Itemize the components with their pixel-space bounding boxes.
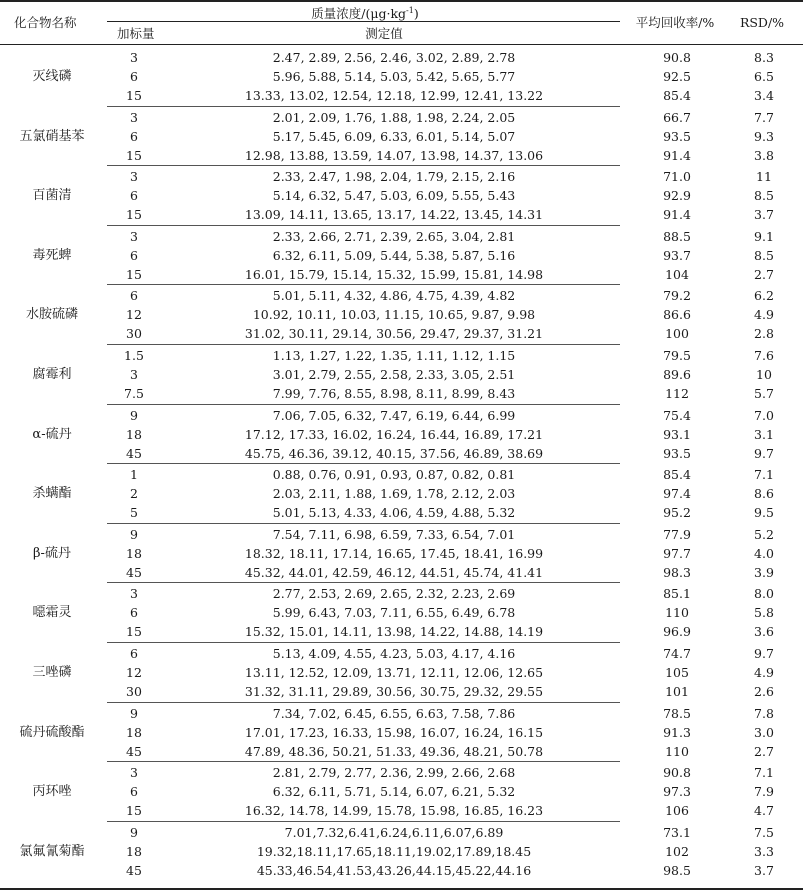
spike-level: 45 [126, 862, 142, 878]
measured-values: 19.32,18.11,17.65,18.11,19.02,17.89,18.45 [256, 843, 532, 859]
avg-recovery: 106 [665, 803, 689, 819]
measured-values: 45.75, 46.36, 39.12, 40.15, 37.56, 46.89, 38.69 [244, 445, 544, 461]
avg-recovery: 98.3 [663, 564, 691, 580]
avg-recovery: 110 [665, 743, 689, 759]
measured-values: 7.54, 7.11, 6.98, 6.59, 7.33, 6.54, 7.01 [272, 526, 516, 542]
measured-values: 5.14, 6.32, 5.47, 5.03, 6.09, 5.55, 5.43 [272, 188, 516, 204]
compound-name: 灭线磷 [32, 69, 72, 84]
avg-recovery: 110 [665, 605, 689, 621]
rsd-value: 3.0 [754, 724, 774, 740]
measured-values: 5.96, 5.88, 5.14, 5.03, 5.42, 5.65, 5.77 [272, 69, 516, 84]
spike-level: 3 [130, 765, 138, 781]
rsd-value: 11 [756, 169, 772, 185]
measured-values: 1.13, 1.27, 1.22, 1.35, 1.11, 1.12, 1.15 [272, 348, 516, 363]
measured-values: 16.32, 14.78, 14.99, 15.78, 15.98, 16.85, 16.23 [244, 803, 544, 819]
rsd-value: 7.8 [754, 705, 774, 721]
spike-level: 9 [130, 705, 138, 721]
avg-recovery: 91.4 [663, 147, 691, 163]
measured-values: 6.32, 6.11, 5.71, 5.14, 6.07, 6.21, 5.32 [272, 784, 516, 800]
rsd-value: 2.7 [754, 743, 774, 759]
spike-level: 6 [130, 69, 138, 84]
measured-values: 2.81, 2.79, 2.77, 2.36, 2.99, 2.66, 2.68 [272, 765, 516, 781]
header-concentration-group: 质量浓度$/(\mu g\cdot kg^{-1})$ [311, 6, 419, 22]
measured-values: 18.32, 18.11, 17.14, 16.65, 17.45, 18.41, 16.99 [244, 545, 544, 561]
group-separator [107, 642, 620, 643]
spike-level: 3 [130, 367, 138, 382]
spike-level: 18 [126, 724, 142, 740]
rsd-value: 6.5 [754, 69, 774, 84]
rsd-value: 2.8 [754, 326, 774, 342]
measured-values: 16.01, 15.79, 15.14, 15.32, 15.99, 15.81, 14.98 [244, 266, 544, 282]
group-separator [107, 344, 620, 345]
avg-recovery: 96.9 [663, 624, 691, 640]
measured-values: 5.99, 6.43, 7.03, 7.11, 6.55, 6.49, 6.78 [272, 605, 516, 621]
measured-values: 3.01, 2.79, 2.55, 2.58, 2.33, 3.05, 2.51 [272, 367, 516, 382]
avg-recovery: 104 [665, 266, 689, 282]
rsd-value: 3.8 [754, 147, 774, 163]
measured-values: 7.99, 7.76, 8.55, 8.98, 8.11, 8.99, 8.43 [272, 386, 516, 401]
spike-level: 12 [126, 307, 142, 323]
avg-recovery: 79.5 [663, 348, 691, 363]
group-separator [107, 821, 620, 822]
rsd-value: 7.5 [754, 824, 774, 840]
avg-recovery: 85.4 [663, 88, 691, 103]
group-separator [107, 106, 620, 107]
avg-recovery: 97.4 [663, 486, 691, 502]
measured-values: 2.47, 2.89, 2.56, 2.46, 3.02, 2.89, 2.78 [272, 50, 516, 65]
measured-values: 7.06, 7.05, 6.32, 7.47, 6.19, 6.44, 6.99 [272, 407, 516, 423]
avg-recovery: 85.1 [663, 586, 691, 602]
rsd-value: 3.7 [754, 207, 774, 223]
spike-level: 9 [130, 526, 138, 542]
spike-level: 15 [126, 207, 142, 223]
header-spike-level: 加标量 [117, 26, 155, 41]
spike-level: 6 [130, 784, 138, 800]
measured-values: 2.03, 2.11, 1.88, 1.69, 1.78, 2.12, 2.03 [272, 486, 516, 502]
compound-name: α-硫丹 [32, 426, 72, 442]
avg-recovery: 92.9 [663, 188, 691, 204]
rsd-value: 5.8 [754, 605, 774, 621]
header-avg-recovery: 平均回收率/% [635, 15, 715, 30]
measured-values: 47.89, 48.36, 50.21, 51.33, 49.36, 48.21, 50.78 [244, 743, 544, 759]
spike-level: 7.5 [124, 386, 144, 401]
spike-level: 18 [126, 545, 142, 561]
spike-level: 45 [126, 743, 142, 759]
spike-level: 45 [126, 445, 142, 461]
group-separator [107, 582, 620, 583]
compound-name: β-硫丹 [33, 545, 71, 561]
spike-level: 1.5 [124, 348, 144, 363]
rsd-value: 8.6 [754, 486, 774, 502]
spike-level: 9 [130, 824, 138, 840]
measured-values: 7.01,7.32,6.41,6.24,6.11,6.07,6.89 [284, 824, 504, 840]
rsd-value: 5.2 [754, 526, 774, 542]
avg-recovery: 112 [665, 386, 689, 401]
rsd-value: 9.7 [754, 646, 774, 661]
rsd-value: 8.3 [754, 50, 774, 65]
group-separator [107, 761, 620, 762]
rsd-value: 7.1 [754, 467, 774, 483]
compound-name: 噁霜灵 [32, 605, 72, 621]
measured-values: 13.33, 13.02, 12.54, 12.18, 12.99, 12.41, 13.22 [244, 88, 544, 103]
rsd-value: 2.7 [754, 266, 774, 282]
spike-level: 6 [130, 646, 138, 661]
spike-level: 15 [126, 803, 142, 819]
avg-recovery: 92.5 [663, 69, 691, 84]
spike-level: 2 [130, 486, 138, 502]
group-separator [107, 523, 620, 524]
avg-recovery: 97.7 [663, 545, 691, 561]
rsd-value: 3.3 [754, 843, 774, 859]
avg-recovery: 91.3 [663, 724, 691, 740]
header-compound: 化合物名称 [14, 15, 77, 30]
header-bottom-rule [0, 44, 803, 45]
header-measured: 测定值 [365, 26, 403, 41]
spike-level: 3 [130, 109, 138, 125]
rsd-value: 9.3 [754, 128, 774, 144]
avg-recovery: 95.2 [663, 505, 691, 521]
rsd-value: 5.7 [754, 386, 774, 401]
avg-recovery: 97.3 [663, 784, 691, 800]
avg-recovery: 90.8 [663, 50, 691, 65]
avg-recovery: 105 [665, 665, 689, 680]
avg-recovery: 93.7 [663, 247, 691, 263]
rsd-value: 8.5 [754, 247, 774, 263]
rsd-value: 4.7 [754, 803, 774, 819]
measured-values: 0.88, 0.76, 0.91, 0.93, 0.87, 0.82, 0.81 [272, 467, 516, 483]
rsd-value: 9.7 [754, 445, 774, 461]
bottom-rule [0, 888, 803, 890]
avg-recovery: 86.6 [663, 307, 691, 323]
spike-level: 30 [126, 326, 142, 342]
compound-name: 百菌清 [32, 188, 72, 204]
rsd-value: 7.1 [754, 765, 774, 781]
measured-values: 12.98, 13.88, 13.59, 14.07, 13.98, 14.37, 13.06 [244, 147, 544, 163]
compound-name: 毒死蜱 [32, 247, 72, 263]
spike-level: 18 [126, 426, 142, 442]
compound-name: 水胺硫磷 [25, 307, 79, 323]
avg-recovery: 66.7 [663, 109, 691, 125]
spike-level: 3 [130, 50, 138, 65]
group-separator [107, 225, 620, 226]
avg-recovery: 93.5 [663, 445, 691, 461]
avg-recovery: 93.5 [663, 128, 691, 144]
spike-level: 6 [130, 605, 138, 621]
group-separator [107, 404, 620, 405]
rsd-value: 6.2 [754, 288, 774, 304]
measured-values: 5.01, 5.13, 4.33, 4.06, 4.59, 4.88, 5.32 [272, 505, 516, 521]
measured-values: 5.01, 5.11, 4.32, 4.86, 4.75, 4.39, 4.82 [272, 288, 516, 304]
avg-recovery: 75.4 [663, 407, 691, 423]
compound-name: 五氯硝基苯 [19, 128, 85, 144]
rsd-value: 7.6 [754, 348, 774, 363]
spike-level: 6 [130, 188, 138, 204]
rsd-value: 7.9 [754, 784, 774, 800]
group-separator [107, 463, 620, 464]
avg-recovery: 71.0 [663, 169, 691, 185]
avg-recovery: 88.5 [663, 228, 691, 244]
measured-values: 6.32, 6.11, 5.09, 5.44, 5.38, 5.87, 5.16 [272, 247, 516, 263]
spike-level: 15 [126, 88, 142, 103]
spike-level: 15 [126, 147, 142, 163]
spike-level: 18 [126, 843, 142, 859]
measured-values: 5.13, 4.09, 4.55, 4.23, 5.03, 4.17, 4.16 [272, 646, 516, 661]
measured-values: 45.32, 44.01, 42.59, 46.12, 44.51, 45.74, 41.41 [244, 564, 544, 580]
spike-level: 5 [130, 505, 138, 521]
measured-values: 31.32, 31.11, 29.89, 30.56, 30.75, 29.32, 29.55 [244, 684, 544, 699]
measured-values: 13.09, 14.11, 13.65, 13.17, 14.22, 13.45, 14.31 [244, 207, 544, 223]
header-rsd: RSD/% [739, 15, 785, 30]
rsd-value: 4.0 [754, 545, 774, 561]
rsd-value: 8.0 [754, 586, 774, 602]
rsd-value: 7.0 [754, 407, 774, 423]
measured-values: 31.02, 30.11, 29.14, 30.56, 29.47, 29.37, 31.21 [244, 326, 544, 342]
avg-recovery: 89.6 [663, 367, 691, 382]
rsd-value: 10 [756, 367, 772, 382]
rsd-value: 3.9 [754, 564, 774, 580]
avg-recovery: 100 [665, 326, 689, 342]
rsd-value: 8.5 [754, 188, 774, 204]
compound-name: 丙环唑 [32, 784, 72, 800]
group-separator [107, 702, 620, 703]
spike-level: 6 [130, 128, 138, 144]
rsd-value: 3.7 [754, 862, 774, 878]
spike-level: 30 [126, 684, 142, 699]
avg-recovery: 78.5 [663, 705, 691, 721]
avg-recovery: 93.1 [663, 426, 691, 442]
avg-recovery: 98.5 [663, 862, 691, 878]
spike-level: 15 [126, 266, 142, 282]
compound-name: 腐霉利 [32, 367, 72, 382]
avg-recovery: 102 [665, 843, 689, 859]
rsd-value: 7.7 [754, 109, 774, 125]
measured-values: 15.32, 15.01, 14.11, 13.98, 14.22, 14.88, 14.19 [244, 624, 544, 640]
spike-level: 3 [130, 228, 138, 244]
group-separator [107, 284, 620, 285]
avg-recovery: 74.7 [663, 646, 691, 661]
spike-level: 3 [130, 586, 138, 602]
rsd-value: 9.1 [754, 228, 774, 244]
avg-recovery: 90.8 [663, 765, 691, 781]
compound-name: 杀螨酯 [32, 486, 72, 502]
group-separator [107, 165, 620, 166]
compound-name: 三唑磷 [32, 665, 72, 680]
rsd-value: 4.9 [754, 307, 774, 323]
rsd-value: 3.1 [754, 426, 774, 442]
measured-values: 17.01, 17.23, 16.33, 15.98, 16.07, 16.24, 16.15 [244, 724, 544, 740]
compound-name: 氯氟氰菊酯 [19, 843, 85, 859]
spike-level: 3 [130, 169, 138, 185]
measured-values: 45.33,46.54,41.53,43.26,44.15,45.22,44.16 [256, 862, 532, 878]
rsd-value: 4.9 [754, 665, 774, 680]
avg-recovery: 91.4 [663, 207, 691, 223]
spike-level: 6 [130, 288, 138, 304]
avg-recovery: 77.9 [663, 526, 691, 542]
spike-level: 12 [126, 665, 142, 680]
measured-values: 2.33, 2.66, 2.71, 2.39, 2.65, 3.04, 2.81 [272, 228, 516, 244]
measured-values: 2.01, 2.09, 1.76, 1.88, 1.98, 2.24, 2.05 [272, 109, 516, 125]
spike-level: 1 [130, 467, 138, 483]
measured-values: 2.77, 2.53, 2.69, 2.65, 2.32, 2.23, 2.69 [272, 586, 516, 602]
avg-recovery: 79.2 [663, 288, 691, 304]
rsd-value: 3.6 [754, 624, 774, 640]
compound-name: 硫丹硫酸酯 [19, 724, 85, 740]
avg-recovery: 73.1 [663, 824, 691, 840]
rsd-value: 9.5 [754, 505, 774, 521]
rsd-value: 3.4 [754, 88, 774, 103]
spike-level: 15 [126, 624, 142, 640]
measured-values: 13.11, 12.52, 12.09, 13.71, 12.11, 12.06, 12.65 [244, 665, 544, 680]
spike-level: 6 [130, 247, 138, 263]
spike-level: 9 [130, 407, 138, 423]
measured-values: 2.33, 2.47, 1.98, 2.04, 1.79, 2.15, 2.16 [272, 169, 516, 185]
rsd-value: 2.6 [754, 684, 774, 699]
measured-values: 5.17, 5.45, 6.09, 6.33, 6.01, 5.14, 5.07 [272, 128, 516, 144]
avg-recovery: 85.4 [663, 467, 691, 483]
measured-values: 17.12, 17.33, 16.02, 16.24, 16.44, 16.89, 17.21 [244, 426, 544, 442]
spike-level: 45 [126, 564, 142, 580]
top-rule [0, 0, 803, 2]
avg-recovery: 101 [665, 684, 689, 699]
measured-values: 10.92, 10.11, 10.03, 11.15, 10.65, 9.87, 9.98 [252, 307, 536, 323]
measured-values: 7.34, 7.02, 6.45, 6.55, 6.63, 7.58, 7.86 [272, 705, 516, 721]
